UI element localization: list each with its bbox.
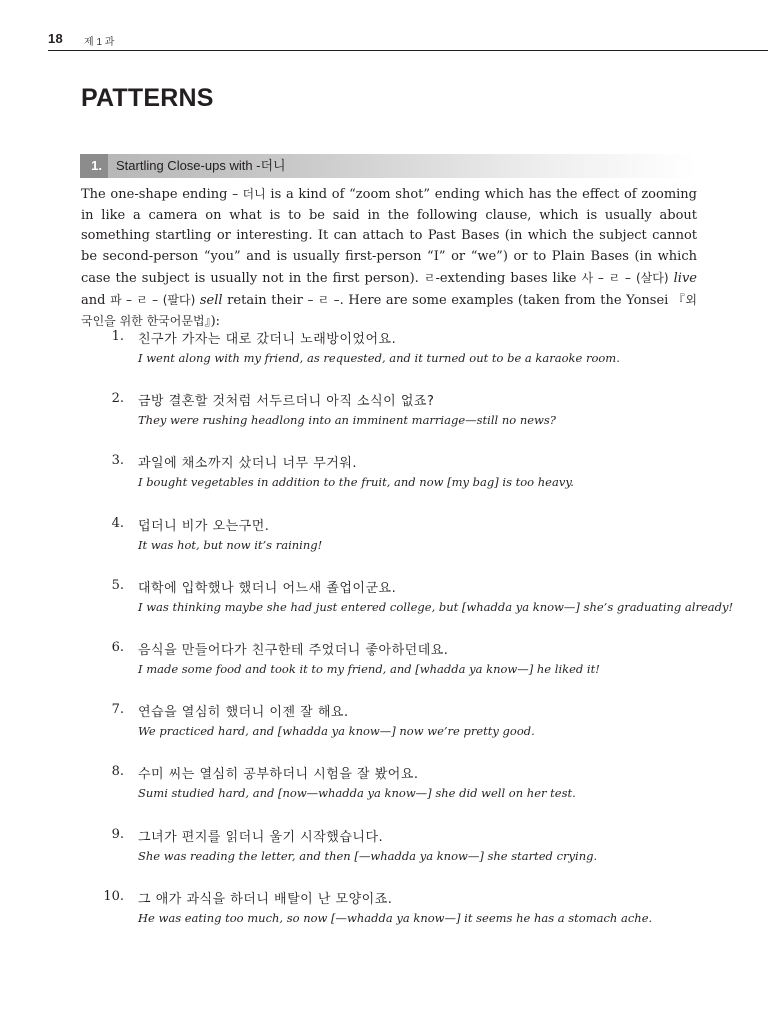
example-item	[100, 759, 720, 821]
page-number: 18	[48, 31, 64, 46]
subsection-number: 1.	[80, 154, 108, 178]
example-translation: I was thinking maybe she had just entered college, but [whadda ya know—] she’s graduating already!	[138, 599, 734, 614]
example-number: 8.	[111, 764, 124, 780]
intro-text: The one-shape ending	[81, 187, 233, 202]
example-item	[100, 324, 720, 386]
intro-korean: – 더니	[232, 187, 266, 201]
intro-text: ):	[210, 314, 221, 330]
example-item	[100, 511, 720, 573]
example-korean: 그 애가 과식을 하더니 배탈이 난 모양이죠.	[138, 891, 393, 907]
example-number: 1.	[111, 329, 124, 344]
intro-text: and	[81, 292, 111, 308]
intro-text: retain their	[222, 292, 308, 308]
example-number: 5.	[111, 577, 124, 593]
example-korean: 음식을 만들어다가 친구한테 주었더니 좋아하던데요.	[138, 642, 449, 658]
example-number: 9.	[111, 826, 124, 842]
example-translation: I bought vegetables in addition to the fruit, and now [my bag] is too heavy.	[138, 475, 574, 490]
intro-text: -extending bases like	[435, 270, 582, 286]
example-translation: I made some food and took it to my friend, and [whadda ya know—] he liked it!	[138, 661, 600, 676]
section-heading: PATTERNS	[81, 84, 214, 112]
example-korean: 과일에 채소까지 샀더니 너무 무거워.	[138, 456, 358, 472]
example-translation: They were rushing headlong into an imminent marriage—still no news?	[138, 413, 556, 428]
example-number: 3.	[111, 453, 124, 469]
example-item	[100, 573, 734, 635]
example-korean: 덥더니 비가 오는구먼.	[138, 518, 270, 534]
example-translation: I went along with my friend, as requested, and it turned out to be a karaoke room.	[138, 351, 620, 365]
example-item	[100, 386, 720, 448]
example-korean: 그녀가 편지를 읽더니 울기 시작했습니다.	[138, 829, 384, 845]
example-korean: 연습을 열심히 했더니 이젠 잘 해요.	[138, 705, 349, 721]
example-item	[100, 822, 720, 884]
running-header	[48, 30, 768, 51]
example-korean: 대학에 입학했나 했더니 어느새 졸업이군요.	[138, 580, 397, 596]
intro-paragraph	[81, 184, 697, 333]
intro-italic: sell	[199, 292, 223, 308]
example-number: 4.	[111, 515, 124, 531]
example-translation: It was hot, but now it’s raining!	[138, 537, 323, 552]
intro-italic: live	[673, 270, 697, 286]
intro-korean: – ㄹ –	[307, 292, 340, 307]
example-korean: 수미 씨는 열심히 공부하더니 시험을 잘 봤어요.	[138, 767, 419, 783]
example-number: 10.	[103, 888, 124, 904]
example-korean: 금방 결혼할 것처럼 서두르더니 아직 소식이 없죠?	[138, 394, 435, 410]
example-item	[100, 635, 720, 697]
intro-korean: (살다)	[636, 270, 669, 285]
example-item	[100, 697, 720, 759]
example-number: 6.	[111, 639, 124, 655]
example-number: 2.	[111, 391, 124, 407]
example-item	[100, 448, 720, 510]
example-korean: 친구가 가자는 대로 갔더니 노래방이었어요.	[138, 332, 397, 347]
intro-korean: (팔다)	[162, 292, 196, 307]
example-translation: We practiced hard, and [whadda ya know—] now we’re pretty good.	[138, 724, 535, 739]
example-list	[100, 324, 734, 946]
example-translation: He was eating too much, so now [—whadda ya know—] it seems he has a stomach ache.	[138, 910, 653, 925]
intro-text: . Here are some examples (taken from the Yonsei	[339, 292, 673, 308]
intro-korean: 『외국인을 위한 한국어문법』	[81, 292, 697, 329]
example-translation: Sumi studied hard, and [now—whadda ya know—] she did well on her test.	[138, 786, 576, 801]
intro-korean: 사 – ㄹ –	[581, 270, 631, 285]
intro-korean: ㄹ	[423, 270, 436, 285]
chapter-label: 제 1 과	[84, 37, 115, 48]
example-translation: She was reading the letter, and then [—whadda ya know—] she started crying.	[138, 848, 598, 863]
intro-korean: 파 – ㄹ –	[110, 292, 159, 307]
subsection-title: Startling Close-ups with -더니	[116, 158, 286, 173]
example-number: 7.	[111, 702, 124, 718]
intro-text: is a kind of “zoom shot” ending which has the effect of zooming in like a camera on what is to be said in the following clause, which is usually about something startling or interesting. It can attach to Past Bases (in which the subject cannot be second-person “you” and is usually first-person “I” or “we”) or to Plain Bases (in which case the subject is usually not in the first person).	[81, 187, 697, 286]
example-item	[100, 884, 720, 946]
subsection-header	[80, 154, 696, 178]
